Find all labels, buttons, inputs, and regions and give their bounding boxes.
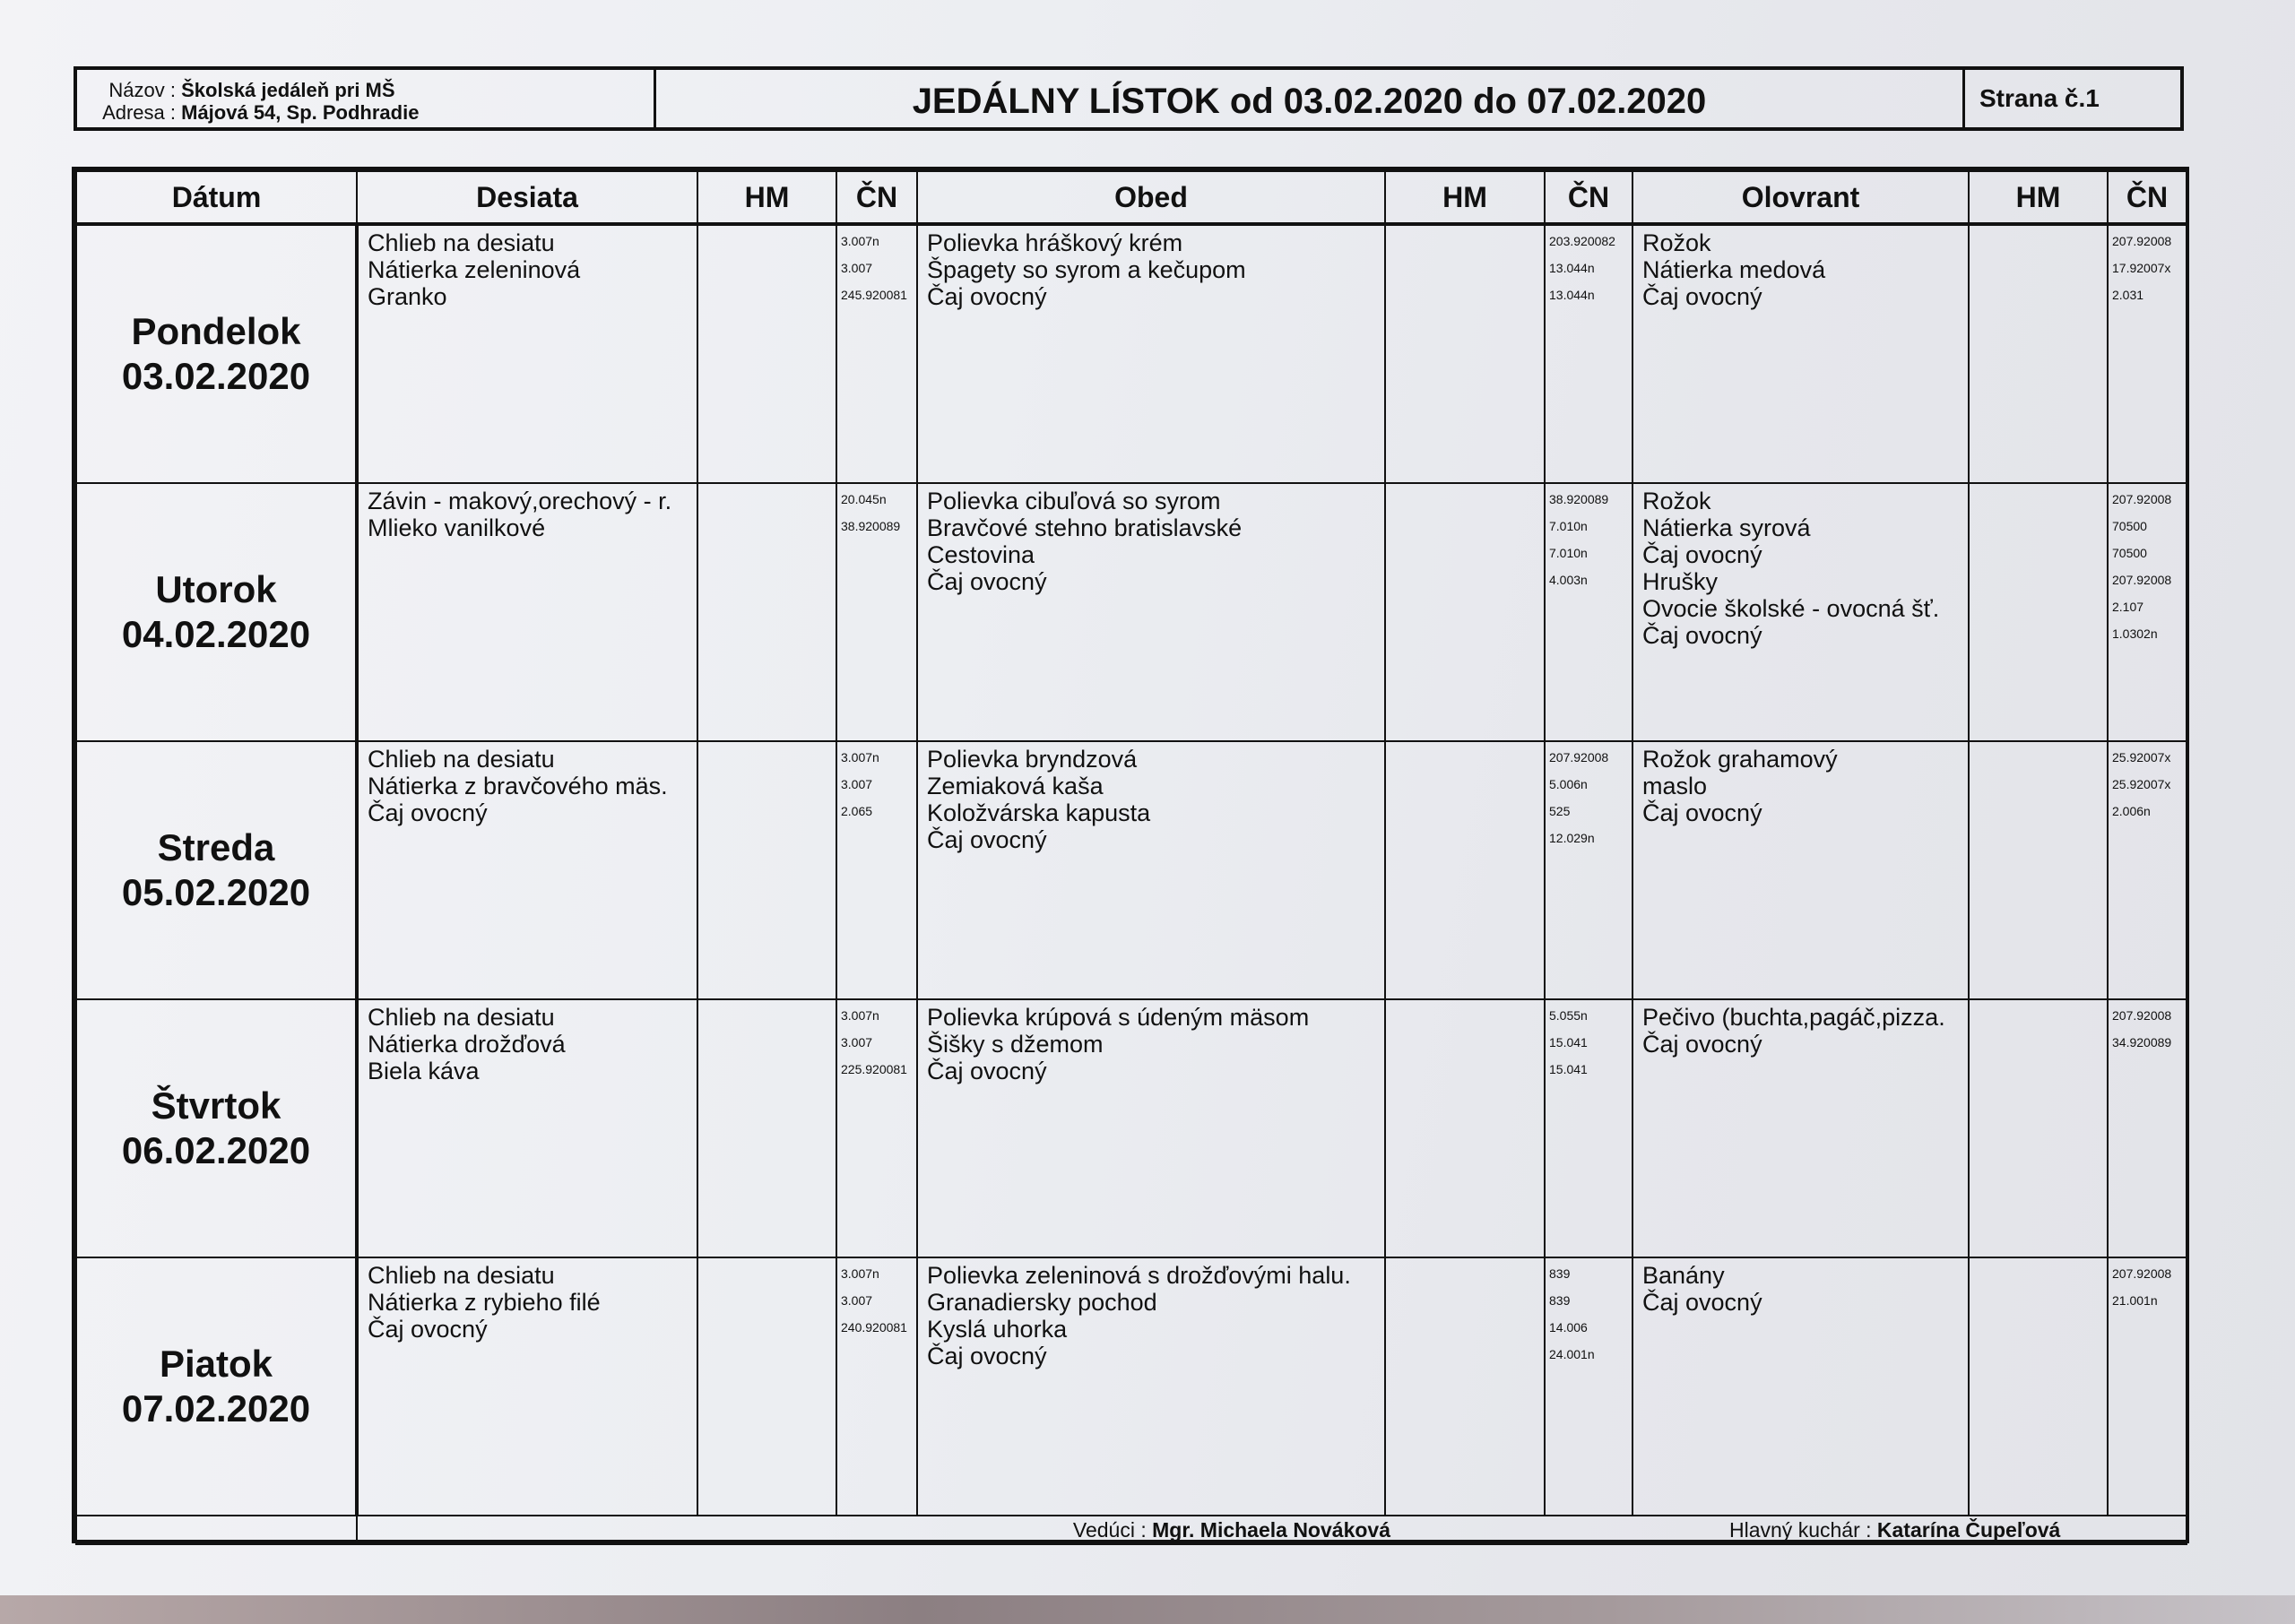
afternoon-hm: [1969, 741, 2108, 999]
lunch-cn-codes-line: 14.006: [1549, 1320, 1588, 1335]
menu-table: [75, 170, 2187, 1545]
day-date: 07.02.2020: [121, 1387, 311, 1430]
afternoon-items-line: Hrušky: [1642, 568, 1719, 595]
snack-cn-codes: [836, 483, 917, 741]
day-cell: [76, 483, 357, 741]
afternoon-cn-codes-line: 2.031: [2112, 288, 2144, 302]
snack-items-line: Čaj ovocný: [368, 1316, 488, 1343]
lunch-cn-codes: [1545, 224, 1632, 483]
afternoon-cn-codes-line: 2.107: [2112, 600, 2144, 614]
canteen-name-row: [90, 79, 641, 101]
lunch-items-line: Šišky s džemom: [927, 1031, 1104, 1058]
lunch-cn-codes-line: 839: [1549, 1266, 1571, 1281]
afternoon-items-line: Nátierka syrová: [1642, 514, 1811, 541]
day-name: Piatok: [159, 1343, 273, 1385]
lunch-items-line: Čaj ovocný: [927, 826, 1047, 853]
lunch-cn-codes-line: 12.029n: [1549, 831, 1595, 845]
afternoon-cn-codes-line: 25.92007x: [2112, 750, 2171, 764]
lunch-items-line: Polievka hráškový krém: [927, 229, 1183, 256]
col-date: Dátum: [76, 171, 357, 224]
canteen-address-row: [90, 101, 641, 124]
afternoon-items-line: maslo: [1642, 773, 1708, 799]
afternoon-hm: [1969, 1257, 2108, 1516]
canteen-info: [77, 70, 656, 127]
snack-items-line: Biela káva: [368, 1058, 480, 1084]
snack-cn-codes-line: 38.920089: [841, 519, 901, 533]
afternoon-cn-codes-line: 70500: [2112, 546, 2147, 560]
day-cell: [76, 224, 357, 483]
snack-hm: [697, 741, 836, 999]
lunch-items-line: Čaj ovocný: [927, 1343, 1047, 1369]
afternoon-cn-codes: [2108, 1257, 2187, 1516]
afternoon-items-line: Nátierka medová: [1642, 256, 1826, 283]
lunch-cn-codes-line: 525: [1549, 804, 1571, 818]
col-hm-snack: HM: [697, 171, 836, 224]
day-name: Utorok: [155, 568, 277, 610]
lunch-items-line: Granadiersky pochod: [927, 1289, 1157, 1316]
lunch-items-line: Polievka bryndzová: [927, 746, 1138, 773]
afternoon-cn-codes-line: 207.92008: [2112, 1008, 2172, 1023]
lunch-cn-codes: [1545, 1257, 1632, 1516]
lunch-items: [917, 224, 1385, 483]
afternoon-cn-codes-line: 25.92007x: [2112, 777, 2171, 791]
afternoon-cn-codes: [2108, 741, 2187, 999]
col-lunch: Obed: [917, 171, 1385, 224]
col-cn-lunch: ČN: [1545, 171, 1632, 224]
snack-cn-codes-line: 240.920081: [841, 1320, 907, 1335]
lunch-cn-codes-line: 15.041: [1549, 1062, 1588, 1076]
snack-cn-codes-line: 3.007n: [841, 1266, 879, 1281]
canteen-name: Školská jedáleň pri MŠ: [181, 79, 395, 101]
lunch-cn-codes-line: 5.006n: [1549, 777, 1588, 791]
afternoon-hm: [1969, 999, 2108, 1257]
lunch-items-line: Polievka cibuľová so syrom: [927, 488, 1221, 514]
snack-items-line: Nátierka drožďová: [368, 1031, 566, 1058]
snack-items-line: Nátierka zeleninová: [368, 256, 581, 283]
lunch-items-line: Polievka krúpová s údeným mäsom: [927, 1004, 1310, 1031]
snack-items-line: Chlieb na desiatu: [368, 1262, 555, 1289]
col-cn-snack: ČN: [836, 171, 917, 224]
snack-cn-codes-line: 20.045n: [841, 492, 887, 506]
lunch-cn-codes-line: 13.044n: [1549, 261, 1595, 275]
signature-cell: [357, 1516, 2187, 1544]
lunch-cn-codes-line: 839: [1549, 1293, 1571, 1308]
snack-items-line: Chlieb na desiatu: [368, 229, 555, 256]
chef-label: Hlavný kuchár :: [1729, 1517, 1872, 1542]
afternoon-items: [1632, 1257, 1969, 1516]
day-cell: [76, 999, 357, 1257]
lunch-items: [917, 999, 1385, 1257]
lunch-items-line: Čaj ovocný: [927, 568, 1047, 595]
snack-cn-codes: [836, 224, 917, 483]
snack-items-line: Závin - makový,orechový - r.: [368, 488, 672, 514]
snack-items: [357, 224, 697, 483]
afternoon-cn-codes-line: 17.92007x: [2112, 261, 2171, 275]
lunch-hm: [1385, 741, 1545, 999]
day-cell: [76, 741, 357, 999]
snack-hm: [697, 483, 836, 741]
lunch-cn-codes-line: 7.010n: [1549, 519, 1588, 533]
afternoon-hm: [1969, 224, 2108, 483]
lunch-cn-codes: [1545, 741, 1632, 999]
page-number: Strana č.1: [1979, 84, 2100, 112]
snack-items: [357, 1257, 697, 1516]
chef-block: [1396, 1518, 2186, 1542]
lunch-cn-codes: [1545, 483, 1632, 741]
snack-cn-codes: [836, 999, 917, 1257]
lunch-cn-codes-line: 7.010n: [1549, 546, 1588, 560]
name-label: Názov :: [108, 79, 176, 101]
day-row: [76, 483, 2187, 741]
lunch-cn-codes-line: 207.92008: [1549, 750, 1609, 764]
afternoon-cn-codes-line: 34.920089: [2112, 1035, 2172, 1050]
afternoon-items-line: Čaj ovocný: [1642, 1289, 1762, 1316]
afternoon-cn-codes-line: 21.001n: [2112, 1293, 2158, 1308]
afternoon-cn-codes-line: 207.92008: [2112, 573, 2172, 587]
signature-blank: [76, 1516, 357, 1544]
afternoon-items: [1632, 741, 1969, 999]
lunch-cn-codes: [1545, 999, 1632, 1257]
lunch-items-line: Špagety so syrom a kečupom: [927, 256, 1246, 283]
lunch-cn-codes-line: 15.041: [1549, 1035, 1588, 1050]
lunch-items-line: Čaj ovocný: [927, 1058, 1047, 1084]
snack-items-line: Nátierka z rybieho filé: [368, 1289, 601, 1316]
snack-items-line: Mlieko vanilkové: [368, 514, 546, 541]
address-label: Adresa :: [102, 101, 176, 124]
snack-cn-codes-line: 3.007n: [841, 234, 879, 248]
snack-items-line: Chlieb na desiatu: [368, 746, 555, 773]
table-header-row: [76, 171, 2187, 224]
day-row: [76, 741, 2187, 999]
col-afternoon: Olovrant: [1632, 171, 1969, 224]
snack-cn-codes-line: 3.007n: [841, 1008, 879, 1023]
col-snack: Desiata: [357, 171, 697, 224]
snack-cn-codes-line: 245.920081: [841, 288, 907, 302]
table-surface: [0, 1595, 2295, 1624]
snack-cn-codes-line: 3.007: [841, 1293, 873, 1308]
lunch-cn-codes-line: 5.055n: [1549, 1008, 1588, 1023]
manager-label: Vedúci :: [1072, 1517, 1147, 1542]
day-cell: [76, 1257, 357, 1516]
chef-name: Katarína Čupeľová: [1876, 1517, 2061, 1542]
afternoon-cn-codes: [2108, 999, 2187, 1257]
snack-cn-codes-line: 3.007: [841, 777, 873, 791]
lunch-hm: [1385, 1257, 1545, 1516]
day-date: 04.02.2020: [121, 613, 311, 655]
afternoon-items-line: Čaj ovocný: [1642, 622, 1762, 649]
snack-cn-codes: [836, 1257, 917, 1516]
document-header: [74, 66, 2184, 131]
afternoon-hm: [1969, 483, 2108, 741]
lunch-items-line: Polievka zeleninová s drožďovými halu.: [927, 1262, 1351, 1289]
snack-hm: [697, 999, 836, 1257]
day-date: 05.02.2020: [121, 871, 311, 913]
manager-block: [358, 1518, 1396, 1542]
day-row: [76, 999, 2187, 1257]
day-row: [76, 1257, 2187, 1516]
afternoon-items: [1632, 483, 1969, 741]
afternoon-cn-codes: [2108, 483, 2187, 741]
menu-table-frame: [72, 167, 2189, 1543]
afternoon-cn-codes-line: 2.006n: [2112, 804, 2151, 818]
snack-items-line: Granko: [368, 283, 447, 310]
snack-cn-codes-line: 3.007: [841, 261, 873, 275]
snack-cn-codes-line: 2.065: [841, 804, 873, 818]
day-date: 03.02.2020: [121, 355, 311, 397]
afternoon-cn-codes-line: 70500: [2112, 519, 2147, 533]
afternoon-items-line: Banány: [1642, 1262, 1725, 1289]
lunch-items-line: Cestovina: [927, 541, 1035, 568]
lunch-items-line: Zemiaková kaša: [927, 773, 1104, 799]
afternoon-items: [1632, 999, 1969, 1257]
lunch-hm: [1385, 224, 1545, 483]
col-cn-afternoon: ČN: [2108, 171, 2187, 224]
day-date: 06.02.2020: [121, 1129, 311, 1171]
signature-row: [76, 1516, 2187, 1544]
afternoon-items-line: Pečivo (buchta,pagáč,pizza.: [1642, 1004, 1945, 1031]
afternoon-items-line: Ovocie školské - ovocná šť.: [1642, 595, 1940, 622]
afternoon-cn-codes: [2108, 224, 2187, 483]
afternoon-items-line: Čaj ovocný: [1642, 1031, 1762, 1058]
snack-items-line: Chlieb na desiatu: [368, 1004, 555, 1031]
lunch-items: [917, 741, 1385, 999]
afternoon-items: [1632, 224, 1969, 483]
afternoon-items-line: Čaj ovocný: [1642, 799, 1762, 826]
lunch-cn-codes-line: 24.001n: [1549, 1347, 1595, 1361]
col-hm-afternoon: HM: [1969, 171, 2108, 224]
afternoon-items-line: Rožok: [1642, 229, 1711, 256]
lunch-items-line: Kyslá uhorka: [927, 1316, 1068, 1343]
afternoon-cn-codes-line: 207.92008: [2112, 234, 2172, 248]
day-row: [76, 224, 2187, 483]
document-title: JEDÁLNY LÍSTOK od 03.02.2020 do 07.02.2020: [656, 70, 1965, 127]
lunch-items: [917, 1257, 1385, 1516]
snack-cn-codes-line: 3.007n: [841, 750, 879, 764]
lunch-hm: [1385, 483, 1545, 741]
lunch-cn-codes-line: 38.920089: [1549, 492, 1609, 506]
snack-items-line: Nátierka z bravčového mäs.: [368, 773, 668, 799]
day-name: Pondelok: [131, 310, 301, 352]
lunch-hm: [1385, 999, 1545, 1257]
lunch-items: [917, 483, 1385, 741]
manager-name: Mgr. Michaela Nováková: [1152, 1517, 1390, 1542]
snack-items-line: Čaj ovocný: [368, 799, 488, 826]
lunch-items-line: Bravčové stehno bratislavské: [927, 514, 1243, 541]
lunch-cn-codes-line: 13.044n: [1549, 288, 1595, 302]
snack-items: [357, 483, 697, 741]
snack-cn-codes-line: 225.920081: [841, 1062, 907, 1076]
snack-cn-codes-line: 3.007: [841, 1035, 873, 1050]
afternoon-cn-codes-line: 207.92008: [2112, 1266, 2172, 1281]
afternoon-items-line: Čaj ovocný: [1642, 541, 1762, 568]
snack-hm: [697, 1257, 836, 1516]
lunch-cn-codes-line: 4.003n: [1549, 573, 1588, 587]
lunch-cn-codes-line: 203.920082: [1549, 234, 1615, 248]
snack-cn-codes: [836, 741, 917, 999]
lunch-items-line: Čaj ovocný: [927, 283, 1047, 310]
day-name: Štvrtok: [151, 1084, 281, 1127]
afternoon-items-line: Čaj ovocný: [1642, 283, 1762, 310]
snack-items: [357, 999, 697, 1257]
snack-hm: [697, 224, 836, 483]
afternoon-cn-codes-line: 207.92008: [2112, 492, 2172, 506]
lunch-items-line: Koložvárska kapusta: [927, 799, 1151, 826]
canteen-address: Májová 54, Sp. Podhradie: [181, 101, 420, 124]
afternoon-items-line: Rožok: [1642, 488, 1711, 514]
col-hm-lunch: HM: [1385, 171, 1545, 224]
afternoon-items-line: Rožok grahamový: [1642, 746, 1838, 773]
snack-items: [357, 741, 697, 999]
day-name: Streda: [157, 826, 275, 868]
afternoon-cn-codes-line: 1.0302n: [2112, 626, 2158, 641]
